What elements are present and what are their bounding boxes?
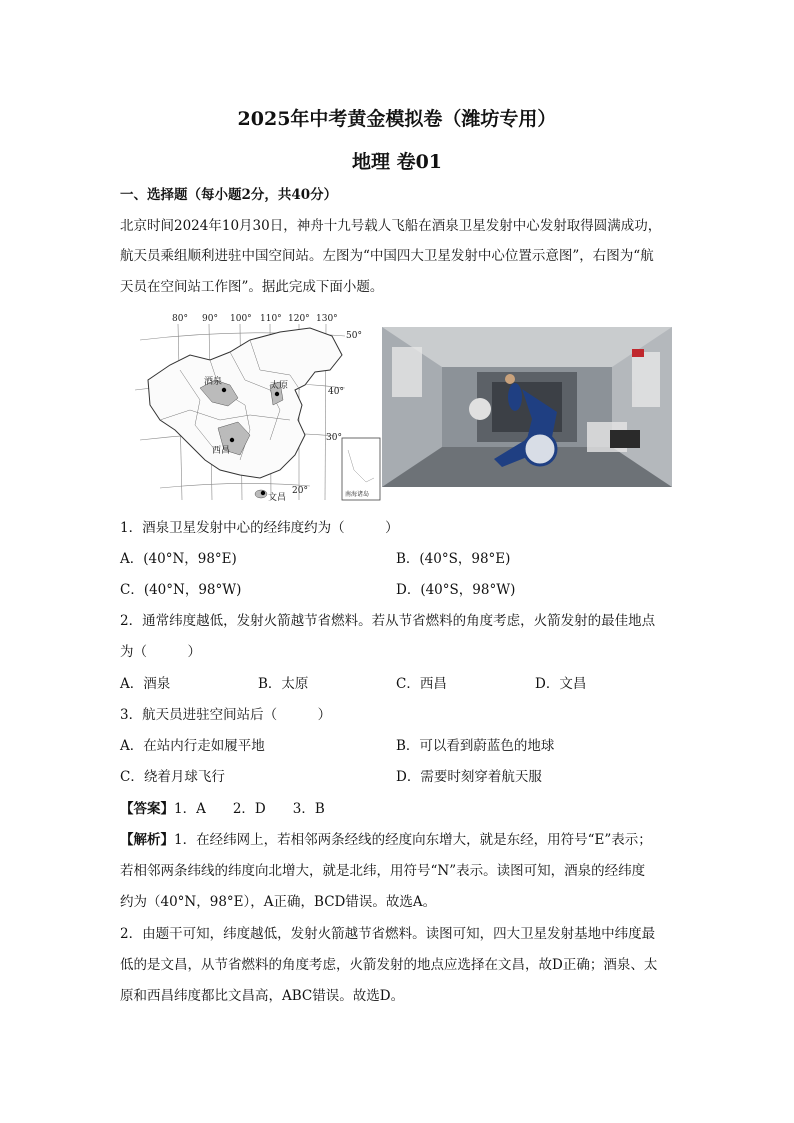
analysis-p2-line-1: 2．由题干可知，纬度越低，发射火箭越节省燃料。读图可知，四大卫星发射基地中纬度最 [120, 926, 656, 942]
q2-option-d[interactable]: D．文昌 [535, 676, 587, 692]
q1-option-c[interactable]: C．(40°N，98°W) [120, 582, 242, 598]
q2-option-a[interactable]: A．酒泉 [120, 676, 171, 692]
lon-label-110: 110° [260, 314, 282, 324]
answer-text: 1．A 2．D 3．B [174, 801, 325, 817]
q3-option-d[interactable]: D．需要时刻穿着航天服 [396, 769, 542, 785]
analysis-p1-line-2: 若相邻两条纬线的纬度向北增大，就是北纬，用符号“N”表示。读图可知，酒泉的经纬度 [120, 863, 646, 879]
lat-label-30: 30° [326, 433, 342, 443]
intro-line-3: 天员在空间站工作图”。据此完成下面小题。 [120, 279, 384, 295]
question-2-stem-line-1: 2．通常纬度越低，发射火箭越节省燃料。若从节省燃料的角度考虑，火箭发射的最佳地点 [120, 613, 656, 629]
lon-label-80: 80° [172, 314, 188, 324]
place-xichang: 西昌 [212, 446, 231, 456]
analysis-label: 【解析】 [120, 832, 174, 848]
analysis-p1-line-1: 1．在经纬网上，若相邻两条经线的经度向东增大，就是东经，用符号“E”表示； [174, 832, 652, 848]
lon-label-130: 130° [316, 314, 338, 324]
analysis-p2-line-3: 原和西昌纬度都比文昌高，ABC错误。故选D。 [120, 988, 405, 1004]
astronauts-in-space-station-photo [382, 327, 672, 487]
analysis-p1-line-3: 约为（40°N，98°E），A正确，BCD错误。故选A。 [120, 894, 437, 910]
place-wenchang: 文昌 [268, 493, 287, 503]
intro-line-1: 北京时间2024年10月30日，神舟十九号载人飞船在酒泉卫星发射中心发射取得圆满成功， [120, 218, 662, 234]
q3-option-a[interactable]: A．在站内行走如履平地 [120, 738, 265, 754]
intro-line-2: 航天员乘组顺利进驻中国空间站。左图为“中国四大卫星发射中心位置示意图”，右图为“航 [120, 248, 654, 264]
exam-title: 2025年中考黄金模拟卷（潍坊专用） [237, 108, 557, 130]
q3-option-c[interactable]: C．绕着月球飞行 [120, 769, 225, 785]
lon-label-90: 90° [202, 314, 218, 324]
q3-option-b[interactable]: B．可以看到蔚蓝色的地球 [396, 738, 555, 754]
answer-label: 【答案】 [120, 801, 174, 817]
analysis-line-1 [120, 830, 652, 850]
china-launch-center-map [120, 310, 382, 505]
exam-subtitle: 地理 卷01 [351, 151, 443, 173]
lon-label-120: 120° [288, 314, 310, 324]
question-3-stem: 3．航天员进驻空间站后（ ） [120, 707, 332, 723]
q1-option-a[interactable]: A．(40°N，98°E) [120, 551, 237, 567]
q2-option-b[interactable]: B．太原 [258, 676, 309, 692]
q2-option-c[interactable]: C．西昌 [396, 676, 447, 692]
lat-label-50: 50° [346, 331, 362, 341]
question-1-stem: 1．酒泉卫星发射中心的经纬度约为（ ） [120, 520, 399, 536]
analysis-p2-line-2: 低的是文昌，从节省燃料的角度考虑，火箭发射的地点应选择在文昌，故D正确；酒泉、太 [120, 957, 658, 973]
place-jiuquan: 酒泉 [204, 377, 223, 387]
question-2-stem-line-2: 为（ ） [120, 644, 201, 660]
inset-label: 南海诸岛 [345, 491, 370, 498]
place-taiyuan: 太原 [270, 381, 289, 391]
q1-option-d[interactable]: D．(40°S，98°W) [396, 582, 516, 598]
answer-line [120, 799, 325, 819]
lon-label-100: 100° [230, 314, 252, 324]
lat-label-40: 40° [328, 387, 344, 397]
q1-option-b[interactable]: B．(40°S，98°E) [396, 551, 511, 567]
lat-label-20: 20° [292, 486, 308, 496]
section-heading: 一、选择题（每小题2分，共40分） [120, 187, 338, 203]
